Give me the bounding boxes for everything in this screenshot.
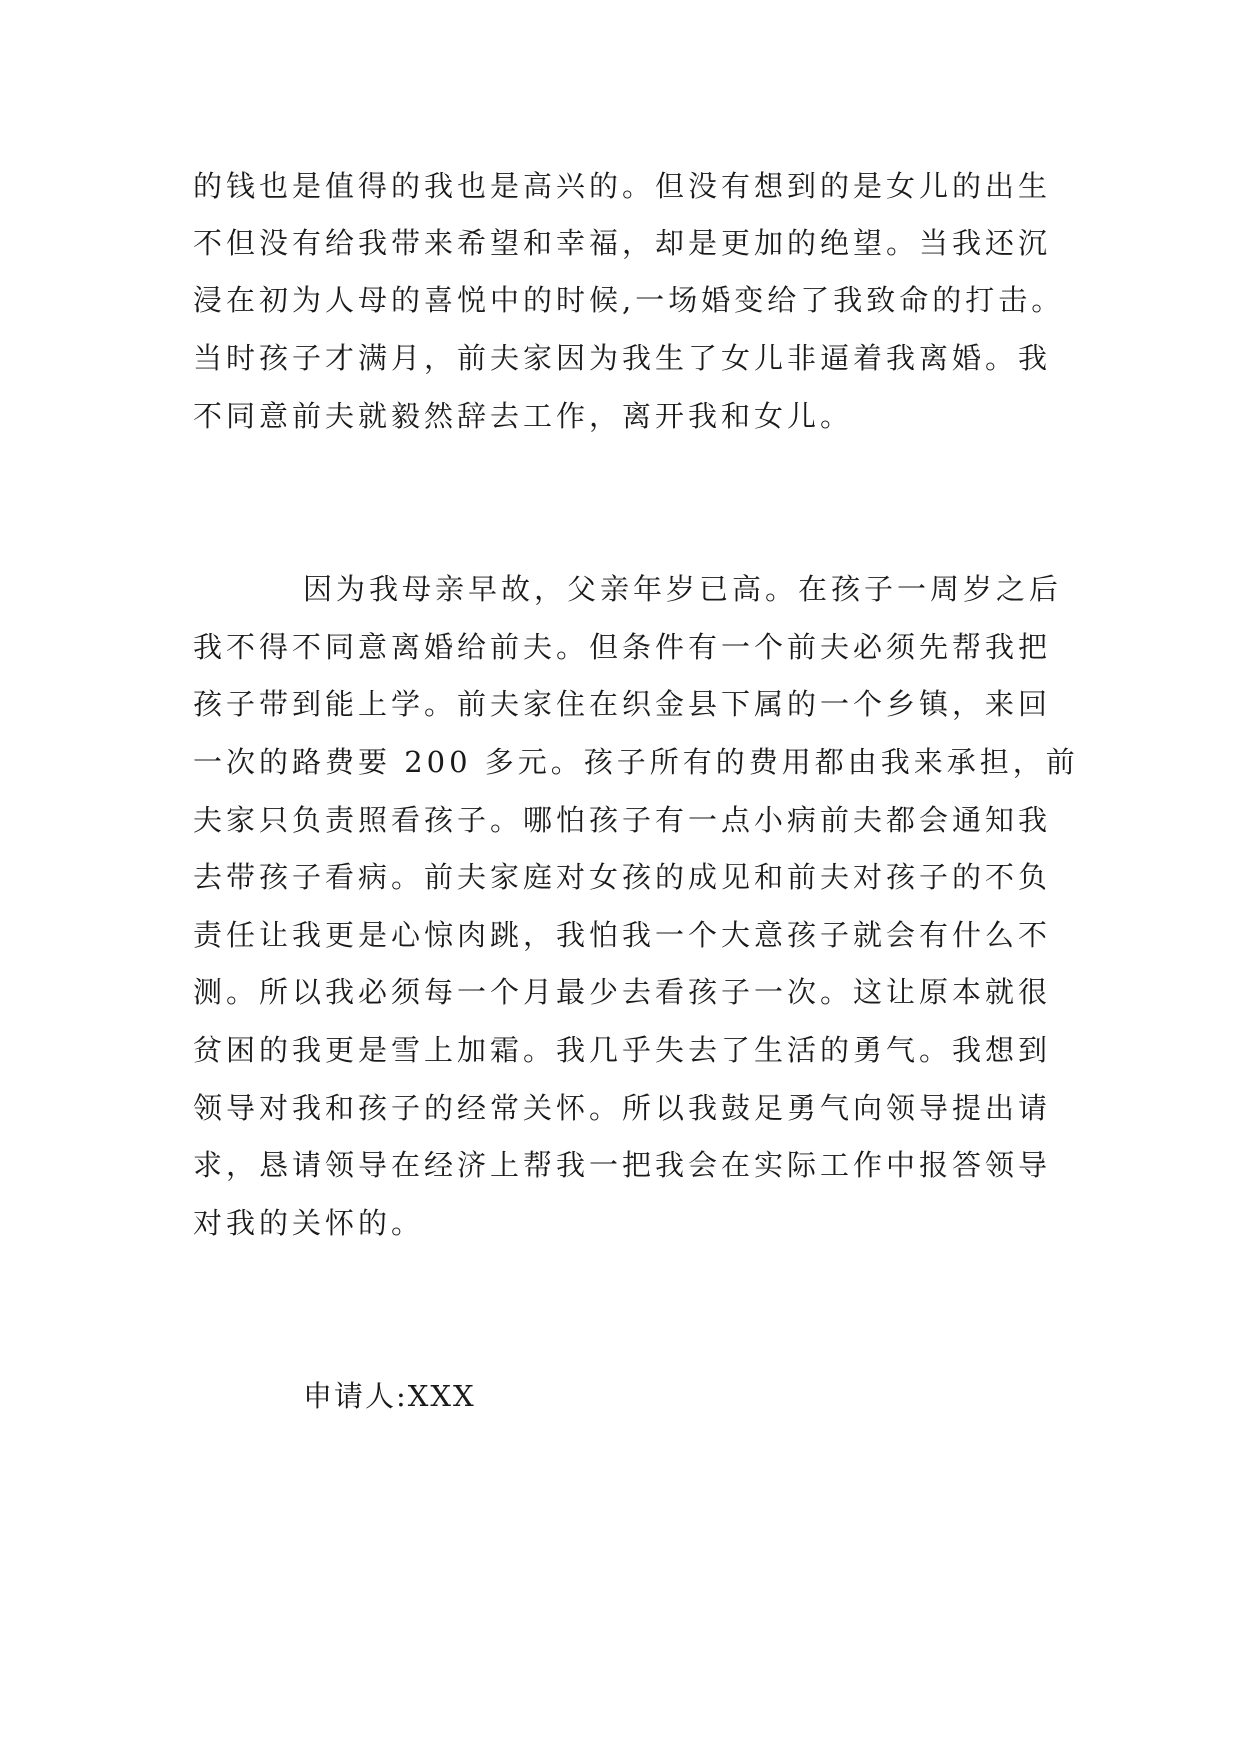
applicant-signature: 申请人:XXX xyxy=(303,1379,476,1413)
paragraph-1-line-2: 不但没有给我带来希望和幸福，却是更加的绝望。当我还沉 xyxy=(193,226,1052,260)
paragraph-2-line-3: 孩子带到能上学。前夫家住在织金县下属的一个乡镇，来回 xyxy=(193,687,1052,721)
paragraph-2-line-9: 贫困的我更是雪上加霜。我几乎失去了生活的勇气。我想到 xyxy=(193,1033,1052,1067)
paragraph-1-line-5: 不同意前夫就毅然辞去工作，离开我和女儿。 xyxy=(193,399,854,433)
paragraph-2-line-6: 去带孩子看病。前夫家庭对女孩的成见和前夫对孩子的不负 xyxy=(193,860,1052,894)
paragraph-2-line-1: 因为我母亲早故，父亲年岁已高。在孩子一周岁之后 xyxy=(303,572,1063,606)
paragraph-2-line-12: 对我的关怀的。 xyxy=(193,1206,425,1240)
paragraph-2-line-10: 领导对我和孩子的经常关怀。所以我鼓足勇气向领导提出请 xyxy=(193,1091,1052,1125)
paragraph-1-line-3: 浸在初为人母的喜悦中的时候,一场婚变给了我致命的打击。 xyxy=(193,283,1065,317)
paragraph-1-line-4: 当时孩子才满月，前夫家因为我生了女儿非逼着我离婚。我 xyxy=(193,341,1052,375)
paragraph-2-line-4: 一次的路费要 200 多元。孩子所有的费用都由我来承担，前 xyxy=(193,745,1079,779)
paragraph-1-line-1: 的钱也是值得的我也是高兴的。但没有想到的是女儿的出生 xyxy=(193,169,1052,203)
paragraph-2-line-5: 夫家只负责照看孩子。哪怕孩子有一点小病前夫都会通知我 xyxy=(193,803,1052,837)
paragraph-2-line-7: 责任让我更是心惊肉跳，我怕我一个大意孩子就会有什么不 xyxy=(193,918,1052,952)
paragraph-2-line-11: 求，恳请领导在经济上帮我一把我会在实际工作中报答领导 xyxy=(193,1148,1052,1182)
paragraph-2-line-8: 测。所以我必须每一个月最少去看孩子一次。这让原本就很 xyxy=(193,975,1052,1009)
paragraph-2-line-2: 我不得不同意离婚给前夫。但条件有一个前夫必须先帮我把 xyxy=(193,630,1052,664)
